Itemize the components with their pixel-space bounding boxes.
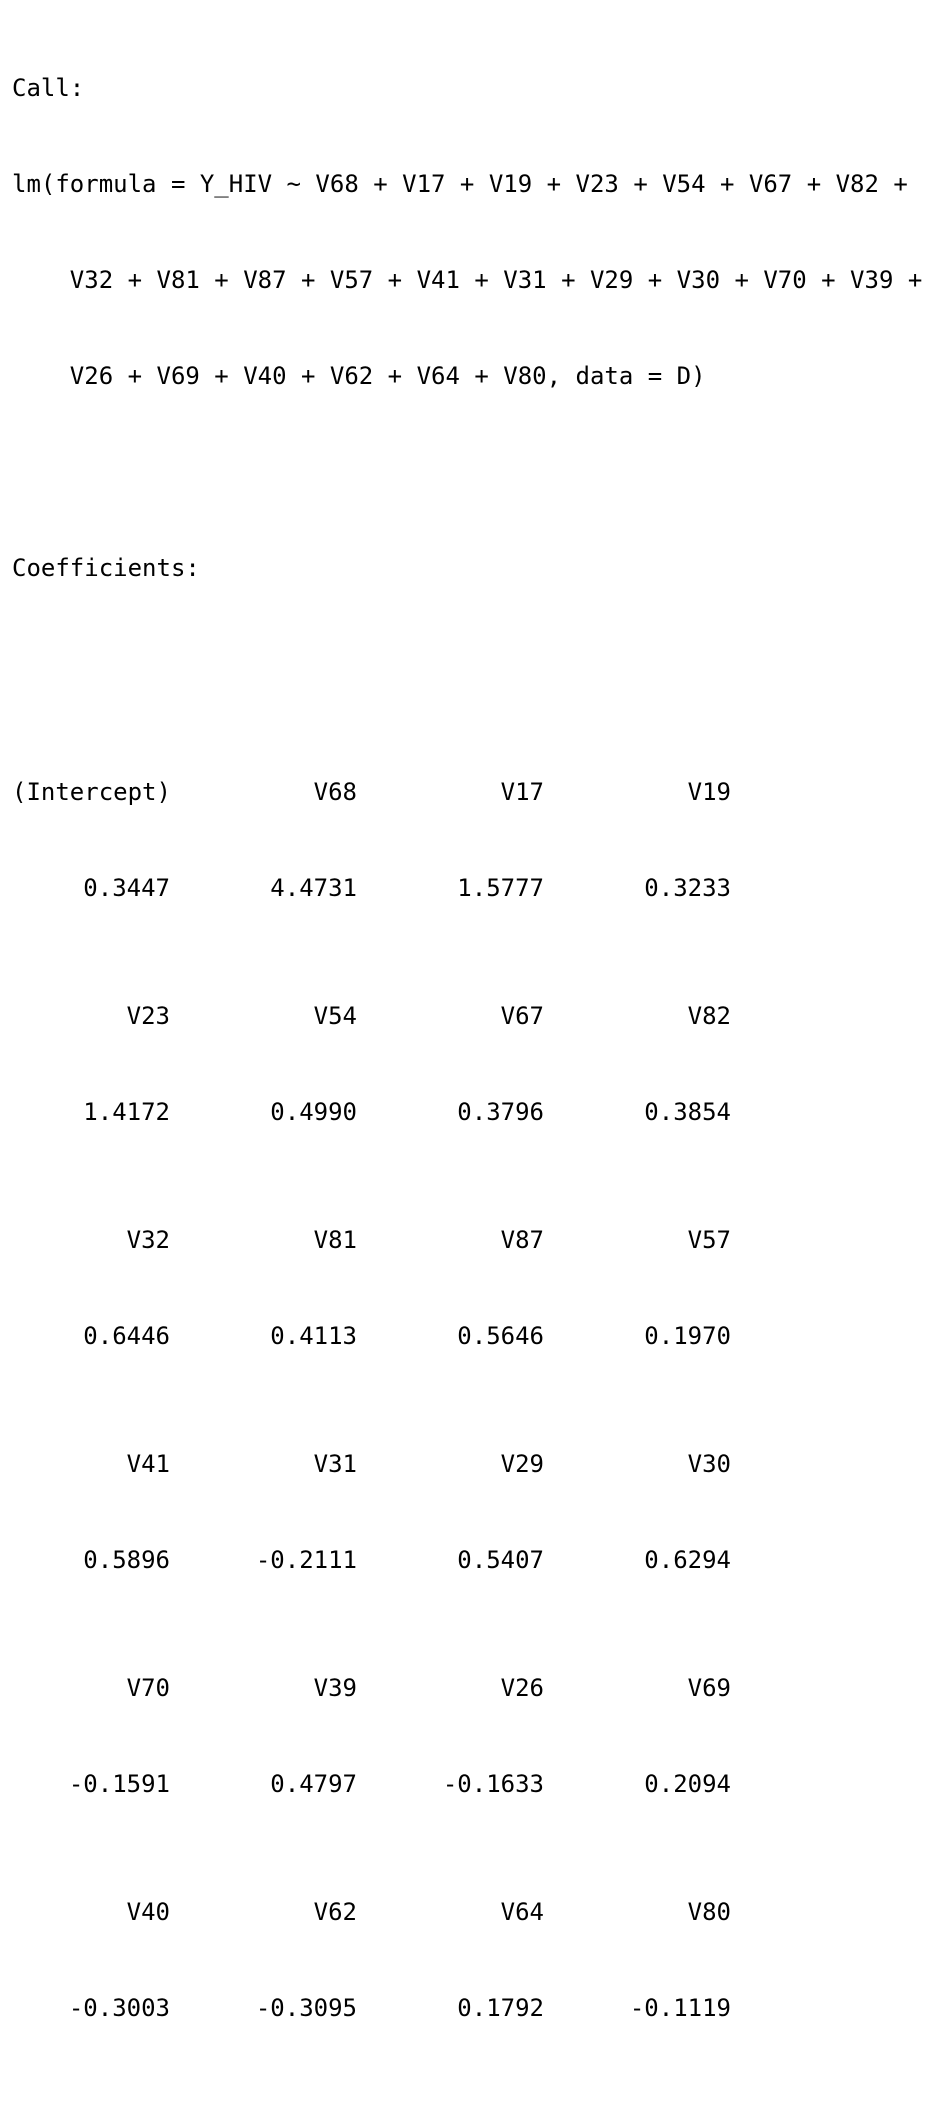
coef-name: V29 [500,1450,544,1478]
coef-value: 0.4797 [270,1770,357,1798]
coef-name: V32 [126,1226,170,1254]
coefficients-table [12,680,922,2088]
coef-value: 0.6446 [83,1322,170,1350]
coef-value: 0.3233 [644,874,731,902]
coef-names-row [12,1672,922,1704]
coef-names-row [12,1896,922,1928]
coef-value: 1.5777 [457,874,544,902]
coef-value: -0.1633 [442,1770,544,1798]
coef-name: V87 [500,1226,544,1254]
coef-value: 0.6294 [644,1546,731,1574]
coef-values-row [12,1096,922,1128]
coef-value: -0.3003 [68,1994,170,2022]
coef-value: 0.5896 [83,1546,170,1574]
coef-value: 0.3447 [83,874,170,902]
coef-names-row [12,776,922,808]
coef-value: 4.4731 [270,874,357,902]
coef-name: V81 [313,1226,357,1254]
coef-name: V26 [500,1674,544,1702]
coef-name: V67 [500,1002,544,1030]
coef-name: V31 [313,1450,357,1478]
coef-value: -0.1119 [629,1994,731,2022]
coef-value: 0.2094 [644,1770,731,1798]
coef-value: -0.1591 [68,1770,170,1798]
coef-names-row [12,1448,922,1480]
coef-value: 0.4990 [270,1098,357,1126]
coef-name: V41 [126,1450,170,1478]
coef-value: -0.3095 [255,1994,357,2022]
coef-name: V70 [126,1674,170,1702]
coef-value: 0.5646 [457,1322,544,1350]
coef-values-row [12,1768,922,1800]
coef-name: V17 [500,778,544,806]
coef-name: V23 [126,1002,170,1030]
coef-name: V54 [313,1002,357,1030]
coef-name: V62 [313,1898,357,1926]
coef-name: V40 [126,1898,170,1926]
coef-value: 0.5407 [457,1546,544,1574]
coef-values-row [12,1992,922,2024]
coef-value: 0.1792 [457,1994,544,2022]
coef-name: V82 [687,1002,731,1030]
coef-value: 1.4172 [83,1098,170,1126]
coefficients-label: Coefficients: [12,554,200,582]
coef-names-row [12,1224,922,1256]
coef-name: V39 [313,1674,357,1702]
coef-names-row [12,1000,922,1032]
call-label: Call: [12,74,85,102]
call-line: V26 + V69 + V40 + V62 + V64 + V80, data = D) [12,362,706,390]
coef-value: -0.2111 [255,1546,357,1574]
r-console-output [12,8,922,2120]
coef-name: V57 [687,1226,731,1254]
coef-name: V19 [687,778,731,806]
coef-value: 0.1970 [644,1322,731,1350]
call-line: V32 + V81 + V87 + V57 + V41 + V31 + V29 + V30 + V70 + V39 + [12,266,923,294]
coef-values-row [12,872,922,904]
coef-values-row [12,1544,922,1576]
call-line: lm(formula = Y_HIV ~ V68 + V17 + V19 + V23 + V54 + V67 + V82 + [12,170,908,198]
coef-name: (Intercept) [12,778,171,806]
coef-name: V68 [313,778,357,806]
coef-name: V69 [687,1674,731,1702]
coef-name: V80 [687,1898,731,1926]
coef-value: 0.3796 [457,1098,544,1126]
coef-values-row [12,1320,922,1352]
coef-value: 0.3854 [644,1098,731,1126]
blank-line [12,456,922,488]
coef-name: V30 [687,1450,731,1478]
coef-name: V64 [500,1898,544,1926]
coef-value: 0.4113 [270,1322,357,1350]
